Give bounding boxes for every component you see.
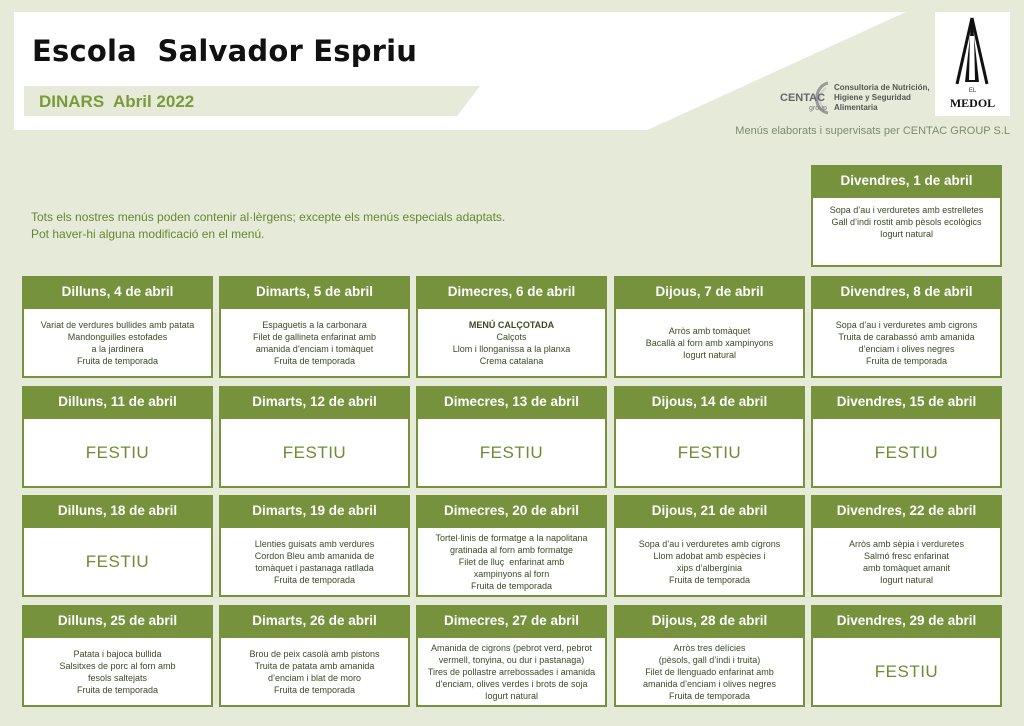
medol-tower-icon xyxy=(935,12,1010,92)
holiday-label: FESTIU xyxy=(677,442,742,462)
menu-item: Calçots xyxy=(496,331,527,342)
day-card xyxy=(614,386,805,488)
day-card xyxy=(219,386,410,488)
centac-logo-block xyxy=(778,80,944,116)
day-card xyxy=(614,605,805,707)
menu-item: Llom i llonganissa a la planxa xyxy=(452,343,571,354)
menu-item: Sopa d’au i verduretes amb estrelletes xyxy=(829,204,984,215)
menu-item: Variat de verdures bullides amb patata xyxy=(40,319,195,330)
holiday-label: FESTIU xyxy=(874,661,939,681)
menu-item: Filet de lluç enfarinat amb xyxy=(458,556,565,567)
menu-item: Bacallà al forn amb xampinyons xyxy=(645,337,774,348)
day-header: Divendres, 8 de abril xyxy=(811,276,1002,307)
day-card xyxy=(811,605,1002,707)
day-card xyxy=(614,276,805,378)
menu-items xyxy=(849,538,964,586)
day-header: Dijous, 21 de abril xyxy=(614,495,805,526)
menu-item: Sopa d’au i verduretes amb cigrons xyxy=(835,319,978,330)
menu-item: Cordon Bleu amb amanida de xyxy=(254,550,375,561)
day-menu xyxy=(22,526,213,597)
menu-item: amb tomàquet amanit xyxy=(862,562,951,573)
day-header: Divendres, 15 de abril xyxy=(811,386,1002,417)
medol-name: MEDOL xyxy=(949,96,996,110)
holiday-label: FESTIU xyxy=(874,442,939,462)
day-menu xyxy=(614,636,805,707)
holiday-label: FESTIU xyxy=(85,551,150,571)
day-header: Dimecres, 6 de abril xyxy=(416,276,607,307)
day-menu xyxy=(614,526,805,597)
day-card xyxy=(219,605,410,707)
menu-item: Truita de patata amb amanida xyxy=(254,660,375,671)
menu-items xyxy=(643,642,776,702)
menu-item: Fruita de temporada xyxy=(865,355,948,366)
menu-item: amanida d’enciam i tomàquet xyxy=(255,343,374,354)
menu-item: xips d’albergínia xyxy=(676,562,743,573)
allergen-line-2: Pot haver-hi alguna modificació en el menú. xyxy=(31,227,265,241)
day-header: Dimecres, 27 de abril xyxy=(416,605,607,636)
menu-item: Mandonguilles estofades xyxy=(67,331,168,342)
day-card xyxy=(614,495,805,597)
day-header: Dimarts, 26 de abril xyxy=(219,605,410,636)
menu-item: Amanida de cigrons (pebrot verd, pebrot xyxy=(430,642,593,653)
day-card xyxy=(811,165,1002,267)
day-header: Divendres, 1 de abril xyxy=(811,165,1002,196)
menu-item: Salmó fresc enfarinat xyxy=(863,550,950,561)
day-menu xyxy=(811,196,1002,267)
menu-item: amanida d’enciam i olives negres xyxy=(642,678,777,689)
menu-item: Fruita de temporada xyxy=(470,580,553,591)
menu-item: Patata i bajoca bullida xyxy=(73,648,162,659)
menu-item: d’enciam, olives verdes i brots de soja xyxy=(435,678,588,689)
menu-item: Filet de llenguado enfarinat amb xyxy=(645,666,774,677)
day-card xyxy=(811,276,1002,378)
menu-items xyxy=(249,648,379,696)
menu-item: Brou de peix casolà amb pistons xyxy=(249,648,380,659)
menu-item: d’enciam i blat de moro xyxy=(267,672,362,683)
day-menu xyxy=(219,526,410,597)
menu-item: fesols saltejats xyxy=(87,672,148,683)
menu-item: Tortel·linis de formatge a la napolitana xyxy=(435,532,588,543)
menu-items xyxy=(836,319,978,367)
day-header: Dijous, 28 de abril xyxy=(614,605,805,636)
holiday-label: FESTIU xyxy=(479,442,544,462)
day-header: Divendres, 29 de abril xyxy=(811,605,1002,636)
day-menu xyxy=(416,526,607,597)
day-header: Divendres, 22 de abril xyxy=(811,495,1002,526)
centac-brand: CENTAC xyxy=(780,92,826,104)
allergen-line-1: Tots els nostres menús poden contenir al·lèrgens; excepte els menús especials adaptats. xyxy=(31,210,506,224)
menu-item: Fruita de temporada xyxy=(273,574,356,585)
menu-item: Fruita de temporada xyxy=(668,690,751,701)
day-card xyxy=(416,386,607,488)
menu-items xyxy=(435,532,587,592)
day-menu xyxy=(811,636,1002,707)
day-card xyxy=(22,386,213,488)
centac-tagline: Consultoria de Nutrición, Higiene y Seguridad Alimentaria xyxy=(834,83,930,112)
day-card xyxy=(811,386,1002,488)
menu-item: Fruita de temporada xyxy=(76,355,159,366)
menu-items xyxy=(59,648,175,696)
menu-item: Fruita de temporada xyxy=(273,684,356,695)
day-header: Dimecres, 13 de abril xyxy=(416,386,607,417)
day-card xyxy=(22,605,213,707)
menu-item: Fruita de temporada xyxy=(273,355,356,366)
menu-item: Arròs amb tomàquet xyxy=(668,325,751,336)
menu-item: Tires de pollastre arrebossades i amanida xyxy=(427,666,596,677)
day-card xyxy=(416,495,607,597)
holiday-label: FESTIU xyxy=(85,442,150,462)
menu-item: MENÚ CALÇOTADA xyxy=(468,319,555,330)
menu-item: tomàquet i pastanaga ratllada xyxy=(255,562,374,573)
menu-item: Filet de gallineta enfarinat amb xyxy=(252,331,377,342)
holiday-label: FESTIU xyxy=(282,442,347,462)
menu-item: Fruita de temporada xyxy=(76,684,159,695)
day-card xyxy=(22,495,213,597)
day-header: Dilluns, 25 de abril xyxy=(22,605,213,636)
medol-small-label: EL xyxy=(968,88,977,94)
menu-item: d’enciam i olives negres xyxy=(858,343,955,354)
day-menu xyxy=(219,636,410,707)
menu-item: Truita de carabassó amb amanida xyxy=(838,331,975,342)
menu-item: (pèsols, gall d’indi i truita) xyxy=(658,654,761,665)
menu-items xyxy=(428,642,595,702)
menu-items xyxy=(639,538,781,586)
menu-subtitle: DINARS Abril 2022 xyxy=(39,92,195,111)
menu-item: Iogurt natural xyxy=(879,228,934,239)
supervised-note: Menús elaborats i supervisats per CENTAC GROUP S.L xyxy=(735,125,1010,137)
menu-item: vermell, tonyina, ou dur i pastanaga) xyxy=(438,654,585,665)
menu-item: Iogurt natural xyxy=(484,690,539,701)
medol-logo xyxy=(935,12,1010,116)
day-header: Dimecres, 20 de abril xyxy=(416,495,607,526)
day-card xyxy=(219,495,410,597)
day-menu xyxy=(219,417,410,488)
menu-item: Llom adobat amb espècies i xyxy=(653,550,766,561)
menu-item: Fruita de temporada xyxy=(668,574,751,585)
day-header: Dimarts, 19 de abril xyxy=(219,495,410,526)
day-menu xyxy=(22,417,213,488)
day-header: Dimarts, 12 de abril xyxy=(219,386,410,417)
menu-item: Arròs amb sèpia i verduretes xyxy=(848,538,965,549)
menu-item: Iogurt natural xyxy=(879,574,934,585)
day-menu xyxy=(416,307,607,378)
menu-items xyxy=(830,204,984,240)
menu-items xyxy=(646,325,774,361)
menu-item: gratinada al forn amb formatge xyxy=(449,544,574,555)
day-menu xyxy=(22,307,213,378)
menu-item: Espaguetis a la carbonara xyxy=(262,319,367,330)
page-title: Escola Salvador Espriu xyxy=(32,34,418,68)
menu-items xyxy=(41,319,194,367)
menu-items xyxy=(453,319,571,367)
menu-item: Sopa d’au i verduretes amb cigrons xyxy=(638,538,781,549)
menu-item: a la jardinera xyxy=(91,343,144,354)
centac-logo xyxy=(778,80,832,116)
day-menu xyxy=(22,636,213,707)
day-header: Dilluns, 18 de abril xyxy=(22,495,213,526)
menu-items xyxy=(253,319,376,367)
day-menu xyxy=(811,307,1002,378)
day-menu xyxy=(811,417,1002,488)
centac-group-label: group xyxy=(809,105,827,112)
day-menu xyxy=(614,417,805,488)
day-menu xyxy=(416,417,607,488)
day-menu xyxy=(811,526,1002,597)
day-card xyxy=(416,605,607,707)
day-card xyxy=(811,495,1002,597)
day-menu xyxy=(219,307,410,378)
day-header: Dijous, 7 de abril xyxy=(614,276,805,307)
allergen-notice xyxy=(31,209,505,243)
menu-items xyxy=(255,538,375,586)
menu-item: Gall d’indi rostit amb pèsols ecològics xyxy=(831,216,982,227)
day-menu xyxy=(614,307,805,378)
menu-item: xampinyons al forn xyxy=(473,568,550,579)
day-header: Dilluns, 4 de abril xyxy=(22,276,213,307)
day-card xyxy=(22,276,213,378)
menu-item: Crema catalana xyxy=(479,355,544,366)
day-header: Dimarts, 5 de abril xyxy=(219,276,410,307)
menu-item: Llenties guisats amb verdures xyxy=(254,538,375,549)
day-card xyxy=(219,276,410,378)
menu-item: Salsitxes de porc al forn amb xyxy=(59,660,176,671)
menu-item: Arròs tres delícies xyxy=(673,642,746,653)
day-card xyxy=(416,276,607,378)
menu-item: Iogurt natural xyxy=(682,349,737,360)
day-header: Dilluns, 11 de abril xyxy=(22,386,213,417)
day-menu xyxy=(416,636,607,707)
day-header: Dijous, 14 de abril xyxy=(614,386,805,417)
